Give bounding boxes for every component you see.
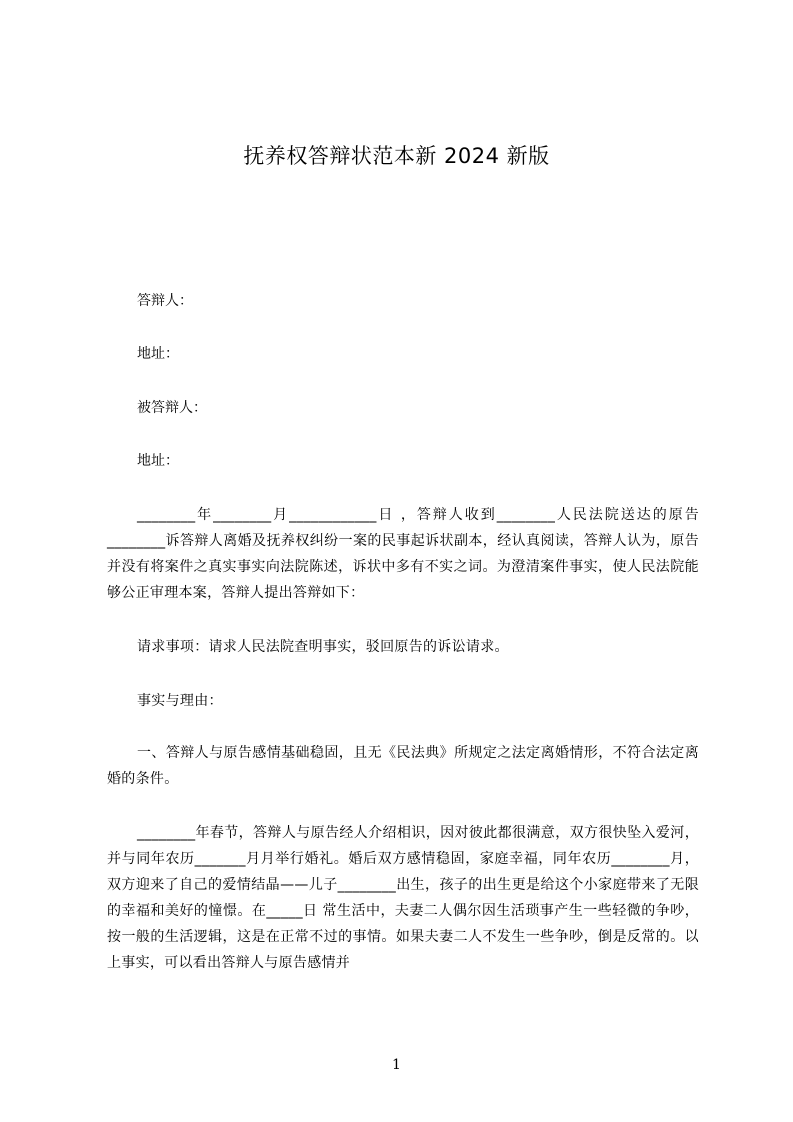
facts-heading: 事实与理由： [137, 693, 223, 709]
respondent-address-label: 地址： [137, 346, 179, 362]
appellee-label: 被答辩人： [137, 400, 207, 416]
story-paragraph: ________年春节，答辩人与原告经人介绍相识，因对彼此都很满意，双方很快坠入爱河，并与同年农历_______月月举行婚礼。婚后双方感情稳固，家庭幸福，同年农历________月，双方迎来了自己的爱情结晶——儿子________出生，孩子的出生更是给这个小家庭带来了无限的幸福和美好的憧憬。在_____日 常生活中，夫妻二人偶尔因生活琐事产生一些轻微的争吵，按一般的生活逻辑，这是在正常不过的事情。如果夫妻二人不发生一些争吵，倒是反常的。以上事实，可以看出答辩人与原告感情并 [107, 825, 699, 971]
intro-paragraph: ________年________月____________日 ，答辩人收到________人民法院送达的原告________诉答辩人离婚及抚养权纠纷一案的民事起诉状副本，经认真阅读，答辩人认为，原告并没有将案件之真实事实向法院陈述，诉状中多有不实之词。为澄清案件事实，使人民法院能够公正审理本案，答辩人提出答辩如下： [107, 507, 699, 601]
page-number: 1 [392, 1057, 401, 1073]
document-title: 抚养权答辩状范本新 2024 新版 [243, 144, 550, 168]
respondent-label: 答辩人： [137, 293, 193, 309]
appellee-address-label: 地址： [137, 453, 179, 469]
point-one-paragraph: 一、答辩人与原告感情基础稳固，且无《民法典》所规定之法定离婚情形，不符合法定离婚的条件。 [107, 745, 699, 787]
request-paragraph: 请求事项：请求人民法院查明事实，驳回原告的诉讼请求。 [137, 639, 509, 655]
